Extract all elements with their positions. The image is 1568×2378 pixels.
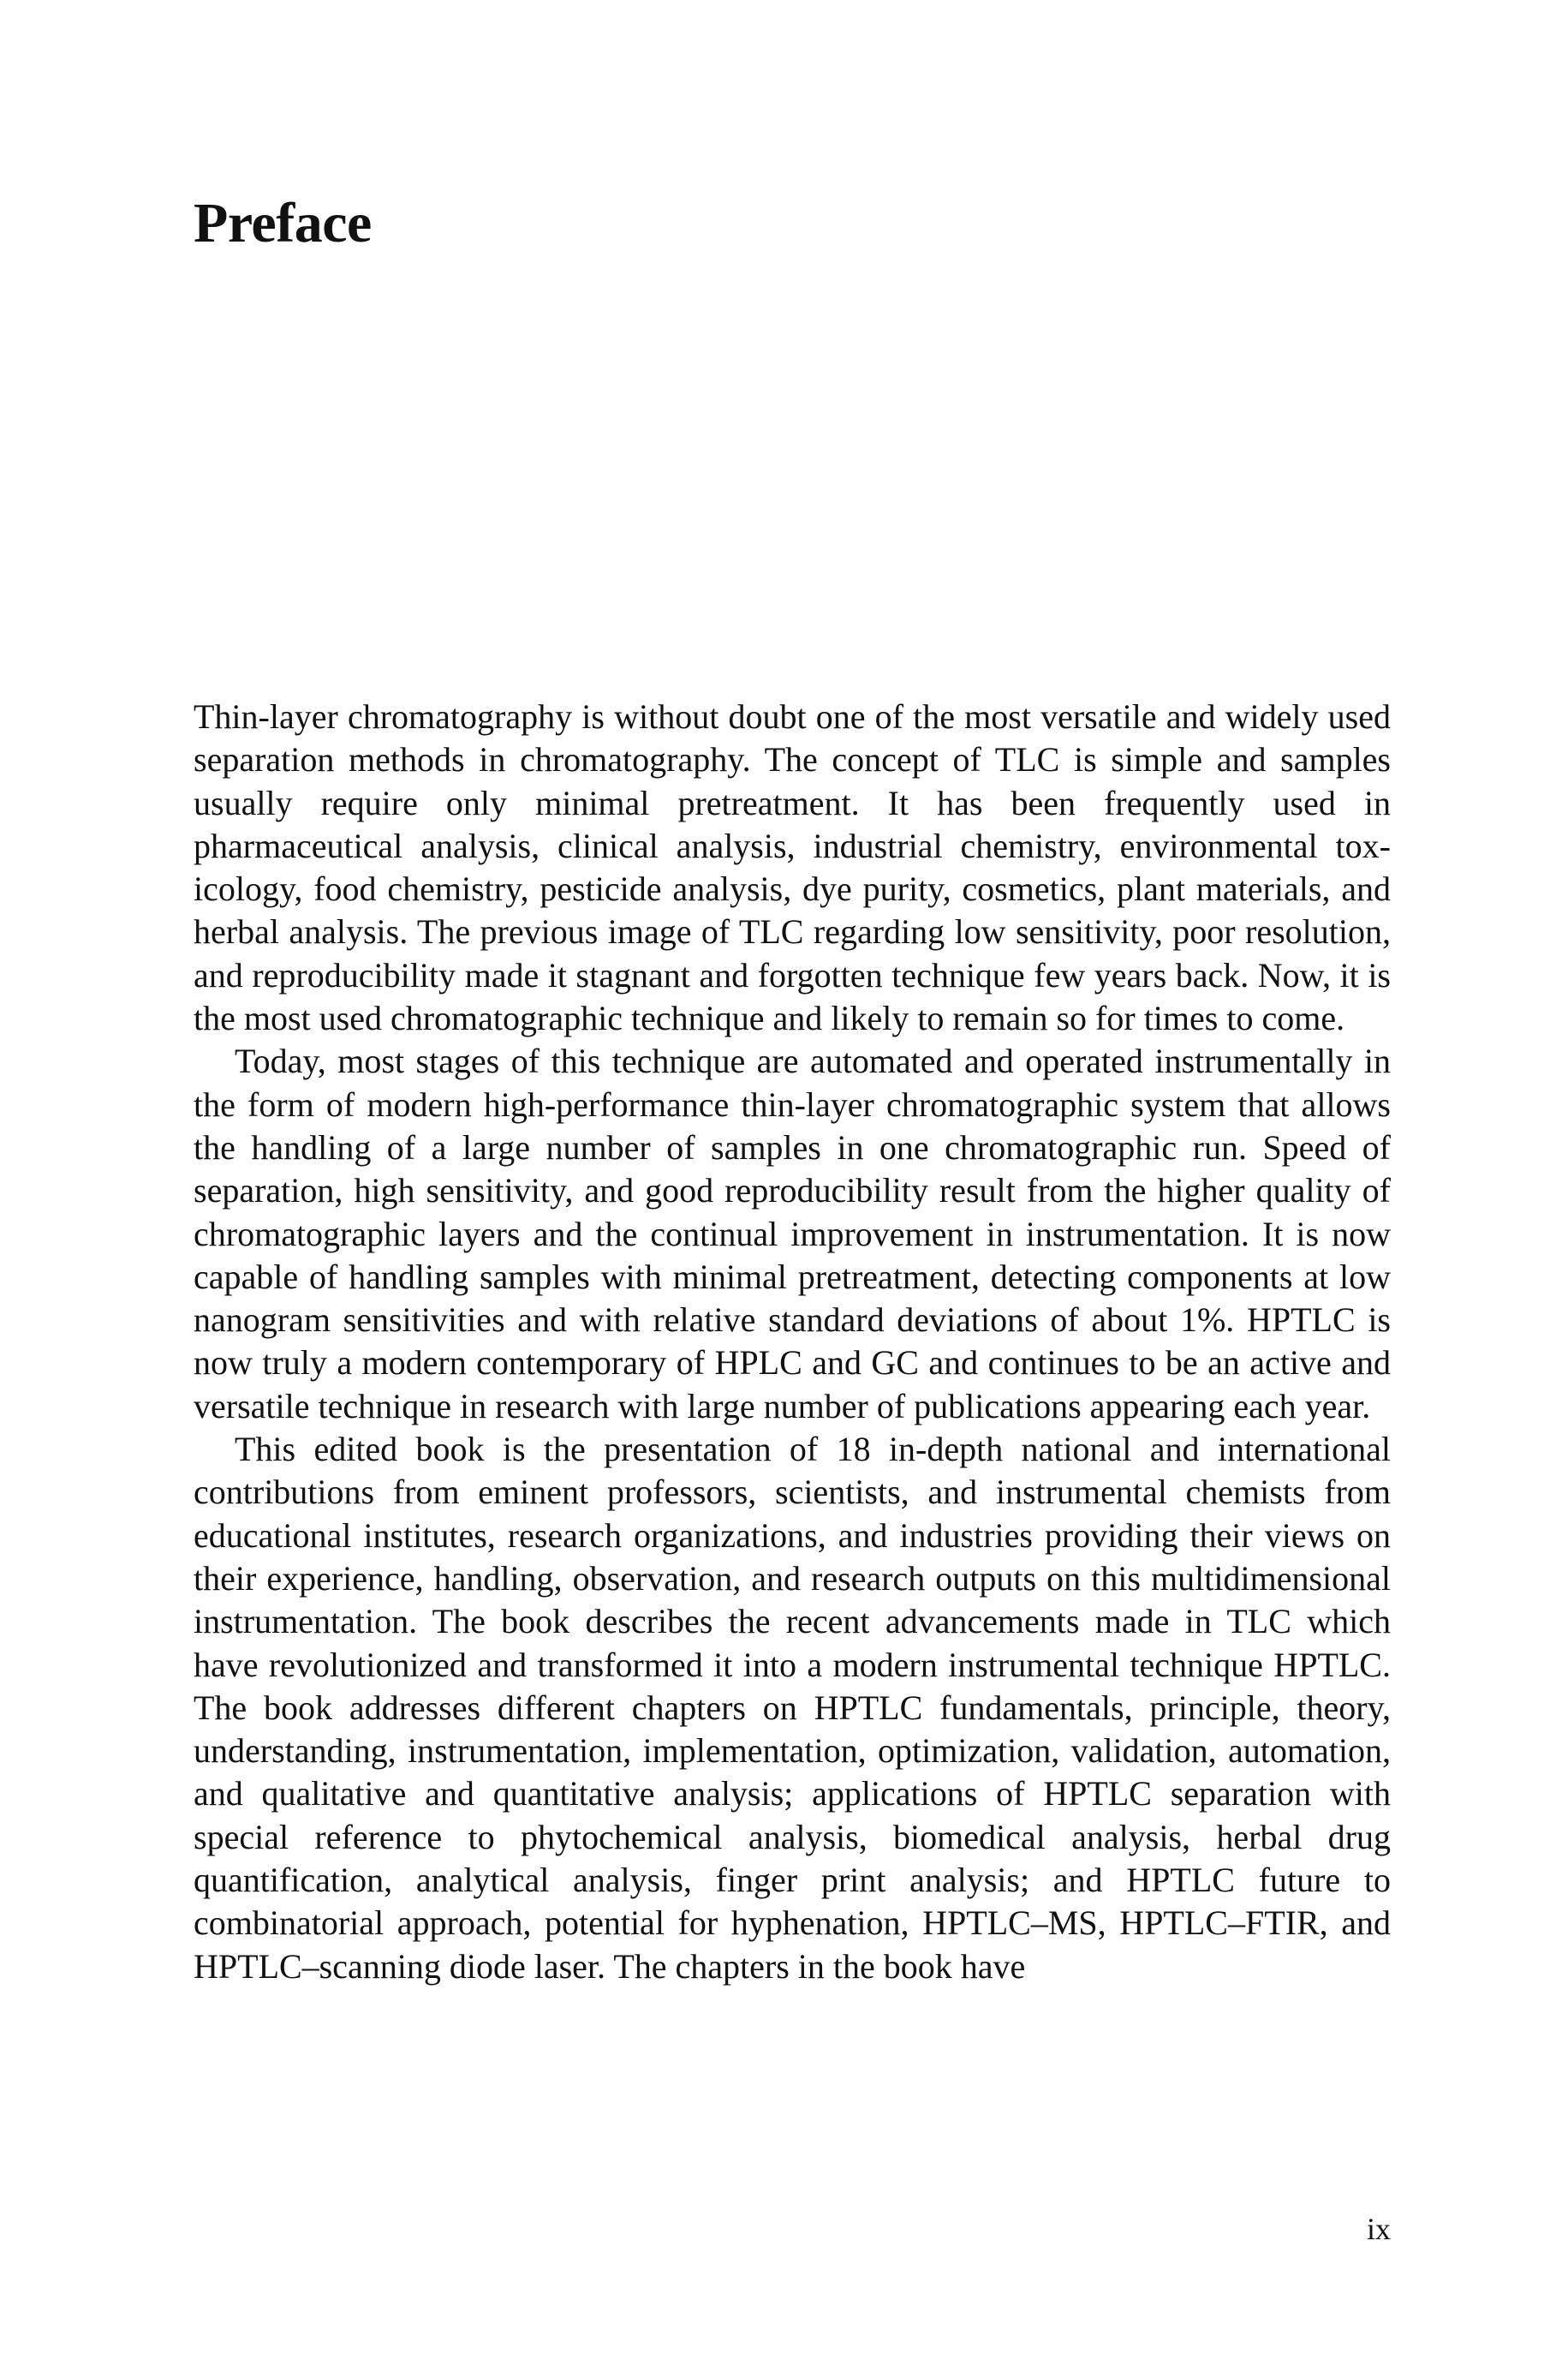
paragraph-1: Thin-layer chromatography is without doubt one of the most versatile and widely used separation methods in chromatography. The concept of TLC is simple and samples usually require only minimal pretreatment. It has been frequently used in pharmaceutical analysis, clinical analysis, industrial chemistry, environmental toxicology, food chemistry, pesticide analysis, dye purity, cosmetics, plant materials, and herbal analysis. The previous image of TLC regarding low sensitivity, poor resolution, and reproducibility made it stagnant and forgotten technique few years back. Now, it is the most used chromatographic technique and likely to remain so for times to come. bbox=[194, 697, 1391, 1038]
page-title: Preface bbox=[194, 192, 372, 254]
paragraph-3: This edited book is the presentation of 18 in-depth national and international contributions from eminent professors, scientists, and instrumental chemists from educational institutes, research organizations, and industries providing their views on their experience, handling, observation, and research outputs on this multidimensional instrumentation. The book describes the recent advancements made in TLC which have revolutionized and transformed it into a modern instrumental technique HPTLC. The book addresses different chapters on HPTLC fundamentals, principle, theory, understanding, instrumentation, implementation, optimization, validation, automation, and qualitative and quantitative analysis; applications of HPTLC separation with special reference to phytochemical analysis, biomedical analysis, herbal drug quantification, analytical analysis, finger print analysis; and HPTLC future to combinatorial approach, potential for hyphenation, HPTLC–MS, HPTLC–FTIR, and HPTLC–scanning diode laser. The chapters in the book have bbox=[194, 1430, 1391, 1986]
page-number: ix bbox=[1366, 2212, 1391, 2246]
paragraph-2: Today, most stages of this technique are automated and operated instrumentally in the form of modern high-performance thin-layer chromatographic system that allows the handling of a large number of samples in one chromatographic run. Speed of separation, high sensitivity, and good reproducibility result from the higher quality of chromatographic layers and the continual improvement in instrumentation. It is now capable of handling samples with minimal pretreatment, detecting components at low nanogram sensitivities and with relative standard deviations of about 1%. HPTLC is now truly a modern contemporary of HPLC and GC and continues to be an active and versatile technique in research with large number of publications appearing each year. bbox=[194, 1042, 1391, 1425]
preface-body bbox=[194, 696, 1391, 1988]
